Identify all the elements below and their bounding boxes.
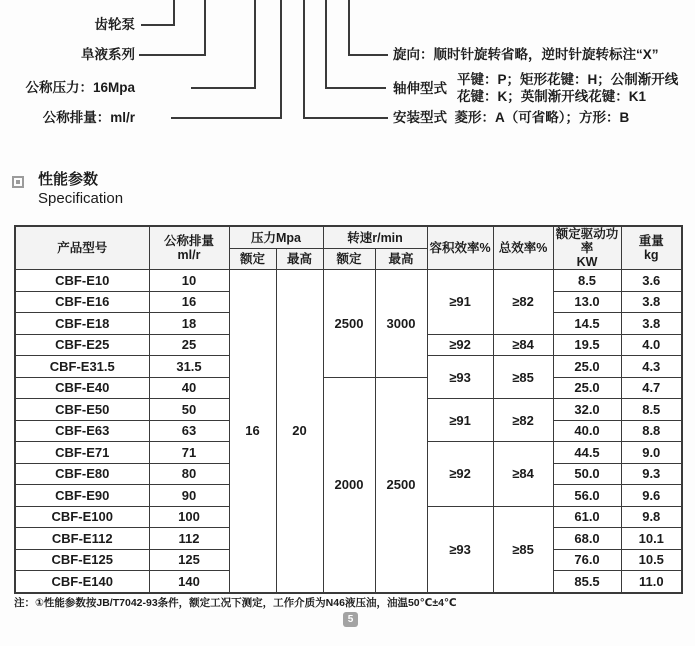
mounting-type-title: 安装型式 [393,110,447,125]
header-speed-max: 最高 [375,249,427,270]
connector-line [254,0,256,89]
shaft-type-line1: 平键：P；矩形花键：H；公制渐开线 [457,72,679,87]
section-bullet-icon [12,176,24,188]
cell-power: 76.0 [553,549,621,571]
label-series: 阜液系列 [81,47,135,62]
cell-weight: 4.0 [621,334,682,356]
cell-weight: 8.5 [621,399,682,421]
cell-displacement: 10 [149,270,229,292]
table-row [15,377,682,399]
cell-volumetric-efficiency: ≥91 [427,270,493,335]
cell-volumetric-efficiency: ≥92 [427,442,493,507]
cell-weight: 11.0 [621,571,682,593]
cell-weight: 3.6 [621,270,682,292]
connector-line [141,24,175,26]
cell-volumetric-efficiency: ≥93 [427,356,493,399]
cell-model: CBF-E71 [15,442,149,464]
connector-line [191,87,256,89]
shaft-type-title: 轴伸型式 [393,80,447,96]
cell-pressure-max: 20 [276,270,323,593]
header-pressure-max: 最高 [276,249,323,270]
cell-weight: 9.0 [621,442,682,464]
connector-line [139,54,206,56]
header-displacement-line: ml/r [177,248,201,262]
cell-model: CBF-E112 [15,528,149,550]
cell-displacement: 71 [149,442,229,464]
connector-line [325,87,386,89]
cell-power: 50.0 [553,463,621,485]
cell-displacement: 18 [149,313,229,335]
cell-volumetric-efficiency: ≥92 [427,334,493,356]
header-rated-power-line: 额定驱动功率 [555,227,619,255]
header-rated-power-line: KW [576,255,598,269]
cell-model: CBF-E25 [15,334,149,356]
cell-power: 85.5 [553,571,621,593]
cell-weight: 4.3 [621,356,682,378]
cell-total-efficiency: ≥85 [493,356,553,399]
cell-power: 40.0 [553,420,621,442]
connector-line [280,0,282,119]
header-pressure-group: 压力Mpa [229,226,323,249]
section-title-zh: 性能参数 [38,171,99,188]
label-gear-pump: 齿轮泵 [94,17,135,32]
cell-displacement: 40 [149,377,229,399]
cell-power: 13.0 [553,291,621,313]
cell-model: CBF-E31.5 [15,356,149,378]
header-speed-group: 转速r/min [323,226,427,249]
cell-volumetric-efficiency: ≥91 [427,399,493,442]
cell-model: CBF-E40 [15,377,149,399]
cell-displacement: 90 [149,485,229,507]
cell-volumetric-efficiency: ≥93 [427,506,493,593]
cell-weight: 9.8 [621,506,682,528]
cell-power: 19.5 [553,334,621,356]
connector-line [348,54,388,56]
cell-power: 8.5 [553,270,621,292]
mounting-type-desc: 菱形：A（可省略）；方形：B [454,110,630,125]
table-row [15,270,682,292]
cell-displacement: 16 [149,291,229,313]
cell-total-efficiency: ≥82 [493,399,553,442]
header-total-efficiency: 总效率% [493,226,553,270]
cell-weight: 8.8 [621,420,682,442]
specification-table [14,225,683,594]
cell-total-efficiency: ≥82 [493,270,553,335]
cell-model: CBF-E80 [15,463,149,485]
cell-displacement: 63 [149,420,229,442]
cell-displacement: 80 [149,463,229,485]
shaft-type-line2: 花键：K；英制渐开线花键：K1 [457,89,647,104]
cell-weight: 3.8 [621,313,682,335]
cell-speed-rated: 2500 [323,270,375,378]
cell-power: 68.0 [553,528,621,550]
cell-displacement: 100 [149,506,229,528]
header-product: 产品型号 [15,226,149,270]
cell-displacement: 112 [149,528,229,550]
connector-line [171,117,282,119]
cell-speed-max: 3000 [375,270,427,378]
connector-line [204,0,206,56]
connector-line [325,0,327,89]
cell-model: CBF-E90 [15,485,149,507]
cell-model: CBF-E140 [15,571,149,593]
label-mounting-type [393,110,629,125]
cell-weight: 4.7 [621,377,682,399]
connector-line [348,0,350,56]
cell-power: 44.5 [553,442,621,464]
cell-model: CBF-E18 [15,313,149,335]
cell-model: CBF-E63 [15,420,149,442]
shaft-type-desc [457,71,678,105]
cell-model: CBF-E50 [15,399,149,421]
cell-pressure-rated: 16 [229,270,276,593]
label-shaft-type [393,71,678,105]
cell-displacement: 50 [149,399,229,421]
cell-total-efficiency: ≥84 [493,442,553,507]
header-displacement [149,226,229,270]
cell-model: CBF-E10 [15,270,149,292]
cell-displacement: 140 [149,571,229,593]
cell-total-efficiency: ≥85 [493,506,553,593]
header-weight [621,226,682,270]
cell-weight: 9.6 [621,485,682,507]
cell-total-efficiency: ≥84 [493,334,553,356]
connector-line [303,117,388,119]
cell-power: 25.0 [553,377,621,399]
cell-model: CBF-E16 [15,291,149,313]
header-volumetric-efficiency: 容积效率% [427,226,493,270]
header-weight-line: kg [643,248,659,262]
cell-speed-rated: 2000 [323,377,375,593]
label-nominal-displacement: 公称排量：ml/r [42,110,135,125]
connector-line [173,0,175,26]
header-displacement-line: 公称排量 [163,234,214,248]
cell-weight: 3.8 [621,291,682,313]
cell-displacement: 125 [149,549,229,571]
connector-line [303,0,305,119]
cell-model: CBF-E100 [15,506,149,528]
cell-displacement: 25 [149,334,229,356]
header-pressure-rated: 额定 [229,249,276,270]
header-weight-line: 重量 [638,234,664,248]
cell-displacement: 31.5 [149,356,229,378]
cell-power: 56.0 [553,485,621,507]
page-number-badge: 5 [343,612,358,627]
label-rotation-direction: 旋向：顺时针旋转省略，逆时针旋转标注“X” [393,47,659,62]
cell-power: 32.0 [553,399,621,421]
cell-power: 25.0 [553,356,621,378]
cell-power: 14.5 [553,313,621,335]
cell-model: CBF-E125 [15,549,149,571]
cell-weight: 10.5 [621,549,682,571]
section-title-en: Specification [38,190,124,207]
cell-weight: 9.3 [621,463,682,485]
label-nominal-pressure: 公称压力：16Mpa [25,80,135,95]
cell-speed-max: 2500 [375,377,427,593]
footnote: 注：①性能参数按JB/T7042-93条件，额定工况下测定，工作介质为N46液压油，油温50℃±4℃ [14,597,457,609]
cell-power: 61.0 [553,506,621,528]
header-rated-power [553,226,621,270]
header-speed-rated: 额定 [323,249,375,270]
cell-weight: 10.1 [621,528,682,550]
